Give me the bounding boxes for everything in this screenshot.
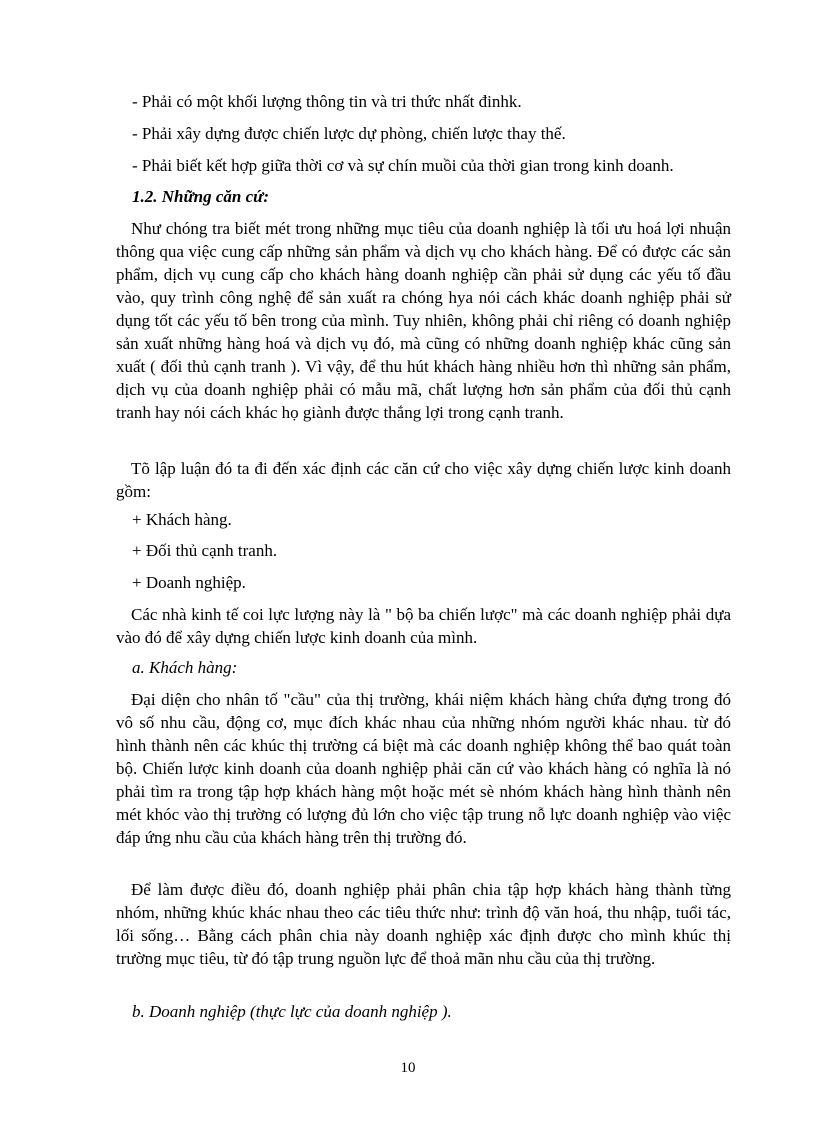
paragraph	[116, 217, 731, 424]
section-heading: 1.2. Những căn cứ:	[132, 187, 270, 206]
subheading-a: a. Khách hàng:	[132, 658, 238, 677]
paragraph-text: Đại diện cho nhân tố "cầu" của thị trường, khái niệm khách hàng chứa đựng trong đó vô số nhu cầu, động cơ, mục đích khác nhau của những nhóm người khác nhau. từ đó hình thành nên các khúc thị trường cá biệt mà các doanh nghiệp không thể bao quát toàn bộ. Chiến lược kinh doanh của doanh nghiệp phải căn cứ vào khách hàng có nghĩa là nó phải tìm ra trong tập hợp khách hàng một hoặc mét sè nhóm khách hàng hình thành nên mét khóc vào thị trường có lượng đủ lớn cho việc tập trung nỗ lực doanh nghiệp vào việc đáp ứng nhu cầu của khách hàng trên thị trường đó.	[116, 690, 731, 847]
subheading-b: b. Doanh nghiệp (thực lực của doanh nghiệp ).	[132, 1002, 452, 1021]
page-number: 10	[400, 1060, 416, 1076]
bullet-item: - Phải có một khối lượng thông tin và tri thức nhất đinhk.	[132, 92, 522, 111]
paragraph	[116, 457, 731, 503]
factor-item: + Đối thủ cạnh tranh.	[132, 541, 278, 560]
factor-item: + Khách hàng.	[132, 510, 232, 529]
paragraph-text: Các nhà kinh tế coi lực lượng này là " bộ ba chiến lược" mà các doanh nghiệp phải dựa vào đó để xây dựng chiến lược kinh doanh của mình.	[116, 605, 731, 647]
paragraph-text: Để làm được điều đó, doanh nghiệp phải phân chia tập hợp khách hàng thành từng nhóm, những khúc khác nhau theo các tiêu thức như: trình độ văn hoá, thu nhập, tuổi tác, lối sống… Bằng cách phân chia này doanh nghiệp xác định được cho mình khúc thị trường mục tiêu, từ đó tập trung nguồn lực để thoả mãn nhu cầu của thị trường.	[116, 880, 731, 968]
bullet-item: - Phải biết kết hợp giữa thời cơ và sự chín muồi của thời gian trong kinh doanh.	[132, 156, 674, 175]
factor-item: + Doanh nghiệp.	[132, 573, 246, 592]
paragraph	[116, 878, 731, 970]
paragraph	[116, 603, 731, 649]
paragraph-text: Như chóng tra biết mét trong những mục tiêu của doanh nghiệp là tối ưu hoá lợi nhuận thông qua việc cung cấp những sản phẩm và dịch vụ cho khách hàng. Để có được các sản phẩm, dịch vụ cung cấp cho khách hàng doanh nghiệp cần phải sử dụng các yếu tố đầu vào, quy trình công nghệ để sản xuất ra chóng hya nói cách khác doanh nghiệp phải sử dụng tốt các yếu tố bên trong của mình. Tuy nhiên, không phải chỉ riêng có doanh nghiệp sản xuất những hàng hoá và dịch vụ đó, mà cũng có những doanh nghiệp khác cũng sản xuất ( đối thủ cạnh tranh ). Vì vậy, để thu hút khách hàng nhiều hơn thì những sản phẩm, dịch vụ của doanh nghiệp phải có mẫu mã, chất lượng hơn sản phẩm của đối thủ cạnh tranh hay nói cách khác họ giành được thắng lợi trong cạnh tranh.	[116, 219, 731, 422]
paragraph-text: Tõ lập luận đó ta đi đến xác định các căn cứ cho việc xây dựng chiến lược kinh doanh gồm:	[116, 459, 731, 501]
paragraph	[116, 688, 731, 849]
bullet-item: - Phải xây dựng được chiến lược dự phòng, chiến lược thay thế.	[132, 124, 566, 143]
